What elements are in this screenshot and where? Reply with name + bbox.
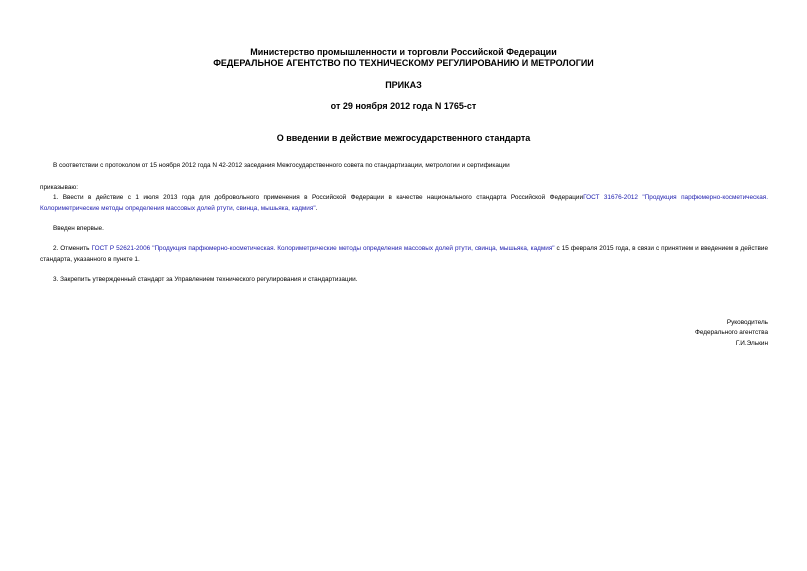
item-2-end: с 15 февраля 2015 года, в связи с принятием и введением в действие стандарта, указанного в пункте 1. [40, 245, 768, 263]
item-1-text: 1. Ввести в действие с 1 июля 2013 года для добровольного применения в Российской Федерации в качестве национального стандарта Российской Федерации [53, 194, 584, 201]
gost-r-52621-link[interactable]: ГОСТ Р 52621-2006 "Продукция парфюмерно-косметическая. Колориметрические методы определения массовых долей ртути, свинца, мышьяка, кадмия" [91, 245, 555, 252]
agency-title: ФЕДЕРАЛЬНОЕ АГЕНТСТВО ПО ТЕХНИЧЕСКОМУ РЕГУЛИРОВАНИЮ И МЕТРОЛОГИИ [213, 58, 594, 68]
item-1-end: . [315, 204, 318, 212]
document-subject: О введении в действие межгосударственного стандарта [276, 133, 531, 143]
signature-title-line-2: Федерального агентства [694, 329, 768, 336]
item-2-start: 2. Отменить [53, 245, 92, 252]
order-word: приказываю: [40, 184, 78, 191]
signature-title-line-1: Руководитель [726, 319, 768, 326]
order-item-3: 3. Закрепить утвержденный стандарт за Управлением технического регулирования и стандартизации. [53, 276, 358, 283]
document-type: ПРИКАЗ [385, 80, 422, 90]
order-item-2 [40, 244, 768, 265]
signature-name: Г.И.Элькин [735, 340, 768, 347]
document-date-number: от 29 ноября 2012 года N 1765-ст [330, 101, 477, 111]
preamble-text: В соответствии с протоколом от 15 ноября 2012 года N 42-2012 заседания Межгосударственного совета по стандартизации, метрологии и сертификации [53, 162, 510, 169]
gost-31676-link[interactable]: ГОСТ 31676-2012 "Продукция парфюмерно-косметическая. Колориметрические методы определения массовых долей ртути, свинца, мышьяка, кадмия" [40, 194, 768, 212]
introduced-first-note: Введен впервые. [53, 225, 104, 232]
ministry-title: Министерство промышленности и торговли Российской Федерации [250, 47, 557, 57]
order-item-1 [40, 193, 768, 214]
